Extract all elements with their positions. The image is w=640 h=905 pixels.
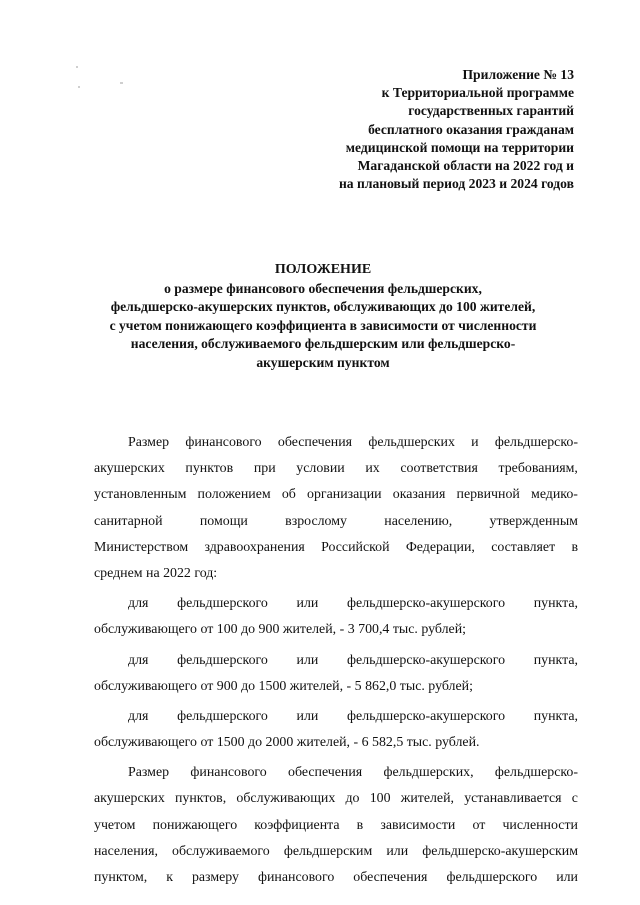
- text-word: или: [556, 870, 578, 885]
- text-line: [94, 430, 578, 456]
- text-word: финансового: [190, 765, 267, 781]
- heading-line: акушерским пунктом: [256, 354, 390, 370]
- text-word: акушерских: [94, 791, 165, 807]
- text-word: фельдшерского: [177, 596, 268, 612]
- text-word: фельдшерских: [368, 435, 455, 450]
- text-word: фельдшерского: [177, 652, 268, 668]
- text-line: [94, 482, 578, 508]
- heading-line: о размере финансового обеспечения фельдшерских,: [164, 280, 482, 296]
- text-word: организации: [307, 487, 382, 503]
- text-word: оказания: [392, 487, 446, 503]
- heading-line: фельдшерско-акушерских пунктов, обслуживающих до 100 жителей,: [110, 299, 536, 315]
- text-word: с: [571, 791, 578, 807]
- text-word: обеспечения: [277, 435, 353, 450]
- text-word: Размер: [128, 435, 170, 450]
- text-word: или: [296, 596, 319, 612]
- heading-line: с учетом понижающего коэффициента в зависимости от численности: [109, 317, 537, 333]
- text-word: устанавливается: [464, 791, 562, 807]
- appendix-line: к Территориальной программе: [381, 85, 574, 101]
- text-word: фельдшерским: [283, 843, 373, 859]
- text-word: для: [128, 596, 149, 612]
- appendix-line: Приложение № 13: [462, 67, 574, 82]
- heading-title: ПОЛОЖЕНИЕ: [274, 262, 372, 277]
- heading-line: населения, обслуживаемого фельдшерским или фельдшерско-: [130, 336, 516, 352]
- appendix-line: медицинской помощи на территории: [345, 139, 574, 155]
- text-word: пунктом,: [94, 870, 148, 885]
- text-word: фельдшерского: [177, 708, 268, 724]
- text-line: [94, 813, 578, 839]
- heading-subtitle: [70, 280, 576, 373]
- text-word: к: [166, 870, 173, 885]
- text-word: об: [281, 487, 296, 503]
- text-line: [94, 704, 578, 730]
- text-word: финансового: [185, 435, 262, 450]
- scan-speck: [78, 86, 80, 88]
- text-word: среднем на 2022 год:: [94, 565, 218, 581]
- text-word: фельдшерско-акушерского: [347, 708, 506, 724]
- text-word: при: [253, 461, 276, 477]
- text-word: пунктов,: [174, 791, 227, 807]
- text-word: финансового: [258, 870, 335, 885]
- text-word: санитарной: [94, 513, 163, 529]
- text-line: [94, 591, 578, 617]
- text-word: для: [128, 708, 149, 724]
- text-line: [94, 786, 578, 812]
- text-word: в: [571, 539, 578, 555]
- text-word: коэффициента: [254, 817, 340, 833]
- text-line: [94, 865, 578, 891]
- text-word: учетом: [94, 817, 136, 833]
- text-word: зависимости: [380, 817, 456, 833]
- text-word: населению,: [384, 513, 453, 529]
- scan-speck: [76, 66, 78, 68]
- document-body: [94, 430, 578, 891]
- text-word: пункта,: [533, 596, 578, 612]
- text-word: и: [471, 435, 479, 450]
- text-word: или: [296, 652, 319, 668]
- text-word: обеспечения: [288, 765, 363, 781]
- appendix-line: бесплатного оказания гражданам: [368, 121, 574, 137]
- scan-speck: [120, 82, 123, 84]
- text-word: Министерством: [94, 539, 189, 555]
- appendix-header: [274, 66, 574, 193]
- text-word: фельдшерско-акушерского: [347, 652, 506, 668]
- text-word: утвержденным: [489, 513, 578, 529]
- text-word: в: [356, 817, 364, 833]
- text-word: населения,: [94, 843, 158, 859]
- text-line: обслуживающего от 900 до 1500 жителей, - 5 862,0 тыс. рублей;: [94, 678, 473, 694]
- text-word: фельдшерско-: [494, 765, 578, 781]
- text-word: их: [365, 461, 380, 477]
- text-word: здравоохранения: [204, 539, 305, 555]
- text-word: фельдшерско-акушерского: [347, 596, 506, 612]
- text-line: обслуживающего от 100 до 900 жителей, - 3 700,4 тыс. рублей;: [94, 622, 466, 638]
- text-word: составляет: [491, 539, 556, 555]
- text-word: требованиям,: [498, 461, 578, 477]
- text-word: Размер: [128, 765, 170, 781]
- text-word: 100: [369, 791, 391, 807]
- text-word: соответствия: [400, 461, 478, 477]
- text-word: Федерации,: [405, 539, 475, 555]
- text-word: понижающего: [152, 817, 238, 833]
- text-line: [94, 535, 578, 561]
- text-line: [94, 509, 578, 535]
- text-word: обслуживаемого: [172, 843, 270, 859]
- text-word: первичной: [456, 487, 520, 503]
- text-word: условии: [296, 461, 345, 477]
- text-word: фельдшерских,: [383, 765, 474, 781]
- text-line: [94, 760, 578, 786]
- text-word: жителей,: [400, 791, 454, 807]
- appendix-line: на плановый период 2023 и 2024 годов: [338, 176, 574, 192]
- text-word: помощи: [199, 513, 248, 529]
- text-word: размеру: [191, 870, 240, 885]
- text-word: фельдшерско-: [494, 435, 578, 450]
- text-word: или: [386, 843, 409, 859]
- appendix-line: Магаданской области на 2022 год и: [357, 158, 574, 174]
- text-line: [94, 648, 578, 674]
- text-word: численности: [502, 817, 578, 833]
- text-word: Российской: [321, 539, 390, 555]
- text-word: установленным: [94, 487, 187, 503]
- text-line: [94, 456, 578, 482]
- text-word: взрослому: [285, 513, 347, 529]
- text-word: медико-: [531, 487, 578, 503]
- text-word: пункта,: [533, 708, 578, 724]
- text-word: обслуживающих: [236, 791, 336, 807]
- text-line: [94, 561, 578, 587]
- text-word: положением: [197, 487, 271, 503]
- text-line: [94, 839, 578, 865]
- appendix-line: государственных гарантий: [408, 103, 574, 119]
- text-word: для: [128, 652, 149, 668]
- text-word: обеспечения: [353, 870, 428, 885]
- text-word: или: [296, 708, 319, 724]
- document-heading: [70, 261, 576, 373]
- text-word: фельдшерско-акушерским: [422, 843, 578, 859]
- text-word: до: [345, 791, 360, 807]
- text-word: пункта,: [533, 652, 578, 668]
- text-word: фельдшерского: [446, 870, 538, 885]
- text-word: акушерских: [94, 461, 165, 477]
- text-word: пунктов: [185, 461, 234, 477]
- text-line: обслуживающего от 1500 до 2000 жителей, - 6 582,5 тыс. рублей.: [94, 735, 480, 751]
- text-word: от: [472, 817, 486, 833]
